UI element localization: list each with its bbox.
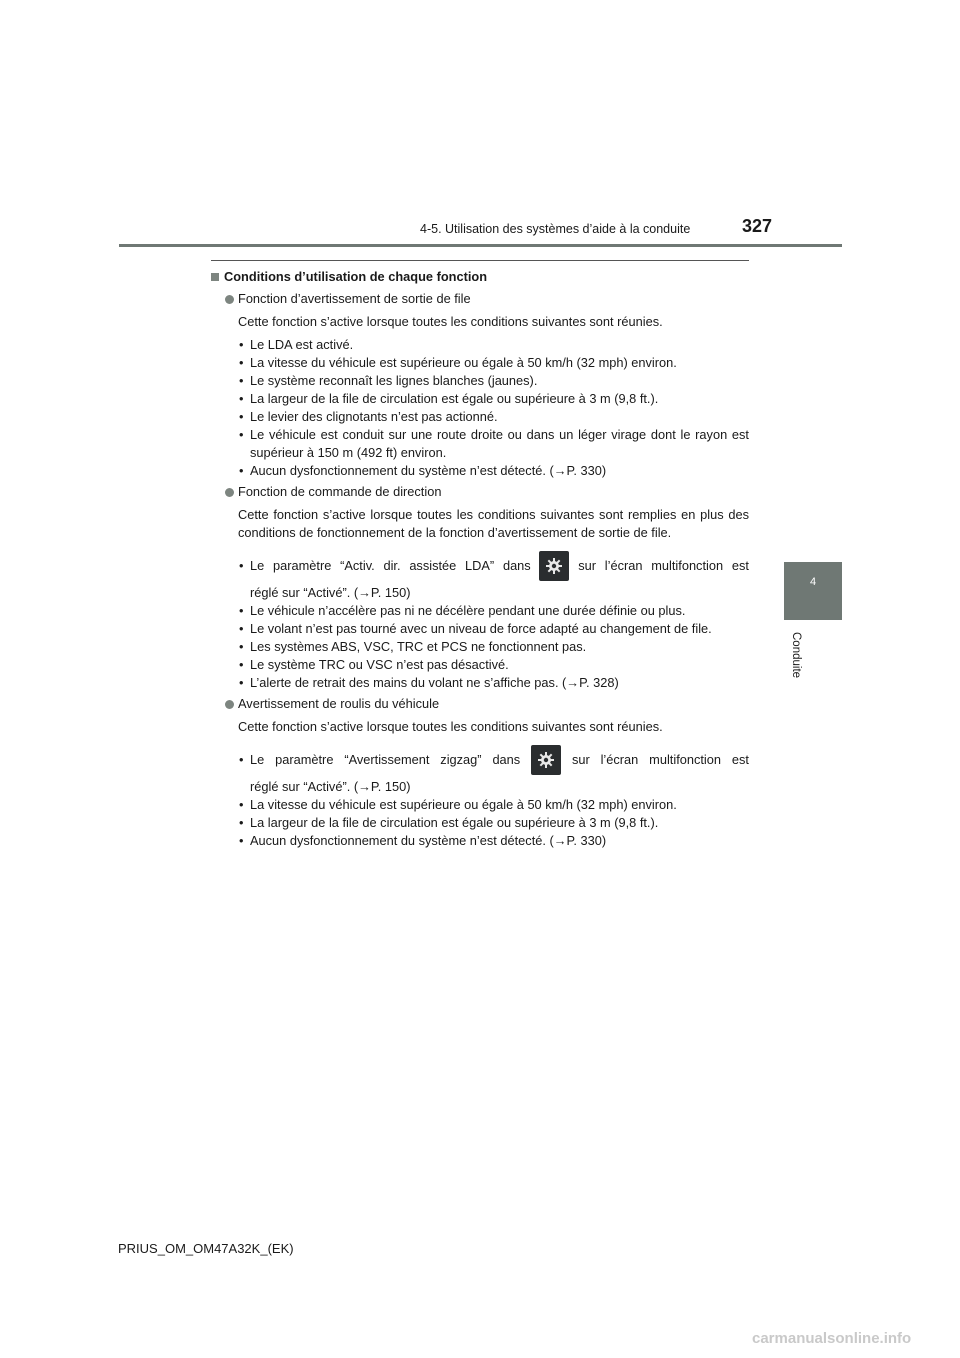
list-item: • La largeur de la file de circulation est égale ou supérieure à 3 m (9,8 ft.). bbox=[238, 814, 749, 832]
word: est bbox=[731, 752, 749, 767]
chapter-tab-number: 4 bbox=[784, 562, 842, 620]
subsection-heading bbox=[225, 483, 749, 501]
word: l’écran bbox=[604, 558, 643, 573]
subsection-intro: Cette fonction s’active lorsque toutes les conditions suivantes sont réunies. bbox=[238, 719, 663, 734]
list-item: • Le levier des clignotants n’est pas actionné. bbox=[238, 408, 749, 426]
list-item: • Le LDA est activé. bbox=[238, 336, 749, 354]
page-number: 327 bbox=[742, 216, 773, 236]
circle-bullet-icon bbox=[225, 700, 234, 709]
word: sur bbox=[578, 558, 597, 573]
icon-list-item bbox=[238, 550, 749, 602]
list-item: • L’alerte de retrait des mains du volant ne s’affiche pas. (→P. 328) bbox=[238, 674, 749, 692]
icon-list-item-row bbox=[250, 550, 749, 582]
list-item: • Aucun dysfonctionnement du système n’est détecté. (→P. 330) bbox=[238, 832, 749, 850]
circle-bullet-icon bbox=[225, 488, 234, 497]
section-rule bbox=[211, 260, 749, 261]
list-item: • La vitesse du véhicule est supérieure ou égale à 50 km/h (32 mph) environ. bbox=[238, 796, 749, 814]
word: dans bbox=[502, 558, 531, 573]
watermark[interactable]: carmanualsonline.info bbox=[752, 1330, 912, 1347]
word: paramètre bbox=[273, 558, 332, 573]
word: est bbox=[731, 558, 749, 573]
word: sur bbox=[571, 752, 590, 767]
word: dir. bbox=[383, 558, 401, 573]
icon-list-item-row bbox=[250, 744, 749, 776]
list-item: • Le volant n’est pas tourné avec un niveau de force adapté au changement de file. bbox=[238, 620, 749, 638]
list-item: • Le système TRC ou VSC n’est pas désactivé. bbox=[238, 656, 749, 674]
section-title bbox=[211, 268, 749, 286]
condition-list bbox=[238, 602, 749, 692]
subsection-intro: Cette fonction s’active lorsque toutes les conditions suivantes sont réunies. bbox=[238, 314, 663, 329]
word: LDA” bbox=[465, 558, 495, 573]
word: multifonction bbox=[649, 752, 722, 767]
word: zigzag” bbox=[440, 752, 482, 767]
icon-list-item-continuation: réglé sur “Activé”. (→P. 150) bbox=[250, 585, 411, 600]
word: paramètre bbox=[275, 752, 334, 767]
list-item: • La vitesse du véhicule est supérieure ou égale à 50 km/h (32 mph) environ. bbox=[238, 354, 749, 372]
word: “Activ. bbox=[340, 558, 375, 573]
word: “Avertissement bbox=[344, 752, 430, 767]
word: l’écran bbox=[600, 752, 639, 767]
document-code: PRIUS_OM_OM47A32K_(EK) bbox=[118, 1241, 294, 1256]
list-item: • Le véhicule est conduit sur une route droite ou dans un léger virage dont le rayon est supérieur à 150 m (492 ft) environ. bbox=[238, 426, 749, 462]
subsection-title: Avertissement de roulis du véhicule bbox=[238, 696, 440, 711]
condition-list bbox=[238, 796, 749, 850]
icon-list-item-continuation: réglé sur “Activé”. (→P. 150) bbox=[250, 779, 411, 794]
word: multifonction bbox=[651, 558, 724, 573]
list-item: • Les systèmes ABS, VSC, TRC et PCS ne fonctionnent pas. bbox=[238, 638, 749, 656]
word: • Le bbox=[250, 752, 265, 767]
settings-gear-icon bbox=[539, 551, 569, 581]
content-area bbox=[211, 268, 749, 853]
icon-list-item bbox=[238, 744, 749, 796]
list-item: • Aucun dysfonctionnement du système n’est détecté. (→P. 330) bbox=[238, 462, 749, 480]
subsection-title: Fonction de commande de direction bbox=[238, 484, 442, 499]
subsection-intro: Cette fonction s’active lorsque toutes les conditions suivantes sont remplies en plus des conditions de fonctionnement de la fonction d’avertissement de sortie de file. bbox=[238, 507, 749, 540]
subsection-title: Fonction d’avertissement de sortie de file bbox=[238, 291, 471, 306]
circle-bullet-icon bbox=[225, 295, 234, 304]
chapter-tab-label: Conduite bbox=[790, 632, 802, 679]
square-bullet-icon bbox=[211, 273, 219, 281]
list-item: • Le véhicule n’accélère pas ni ne décélère pendant une durée définie ou plus. bbox=[238, 602, 749, 620]
word: dans bbox=[492, 752, 521, 767]
header-rule bbox=[119, 244, 842, 247]
word: • Le bbox=[250, 558, 265, 573]
condition-list bbox=[238, 336, 749, 480]
list-item: • La largeur de la file de circulation est égale ou supérieure à 3 m (9,8 ft.). bbox=[238, 390, 749, 408]
subsection-heading bbox=[225, 695, 749, 713]
word: assistée bbox=[409, 558, 457, 573]
subsection-heading bbox=[225, 290, 749, 308]
settings-gear-icon bbox=[531, 745, 561, 775]
running-header-section: 4-5. Utilisation des systèmes d’aide à la conduite bbox=[420, 222, 691, 236]
section-title-text: Conditions d’utilisation de chaque fonction bbox=[224, 269, 488, 284]
list-item: • Le système reconnaît les lignes blanches (jaunes). bbox=[238, 372, 749, 390]
